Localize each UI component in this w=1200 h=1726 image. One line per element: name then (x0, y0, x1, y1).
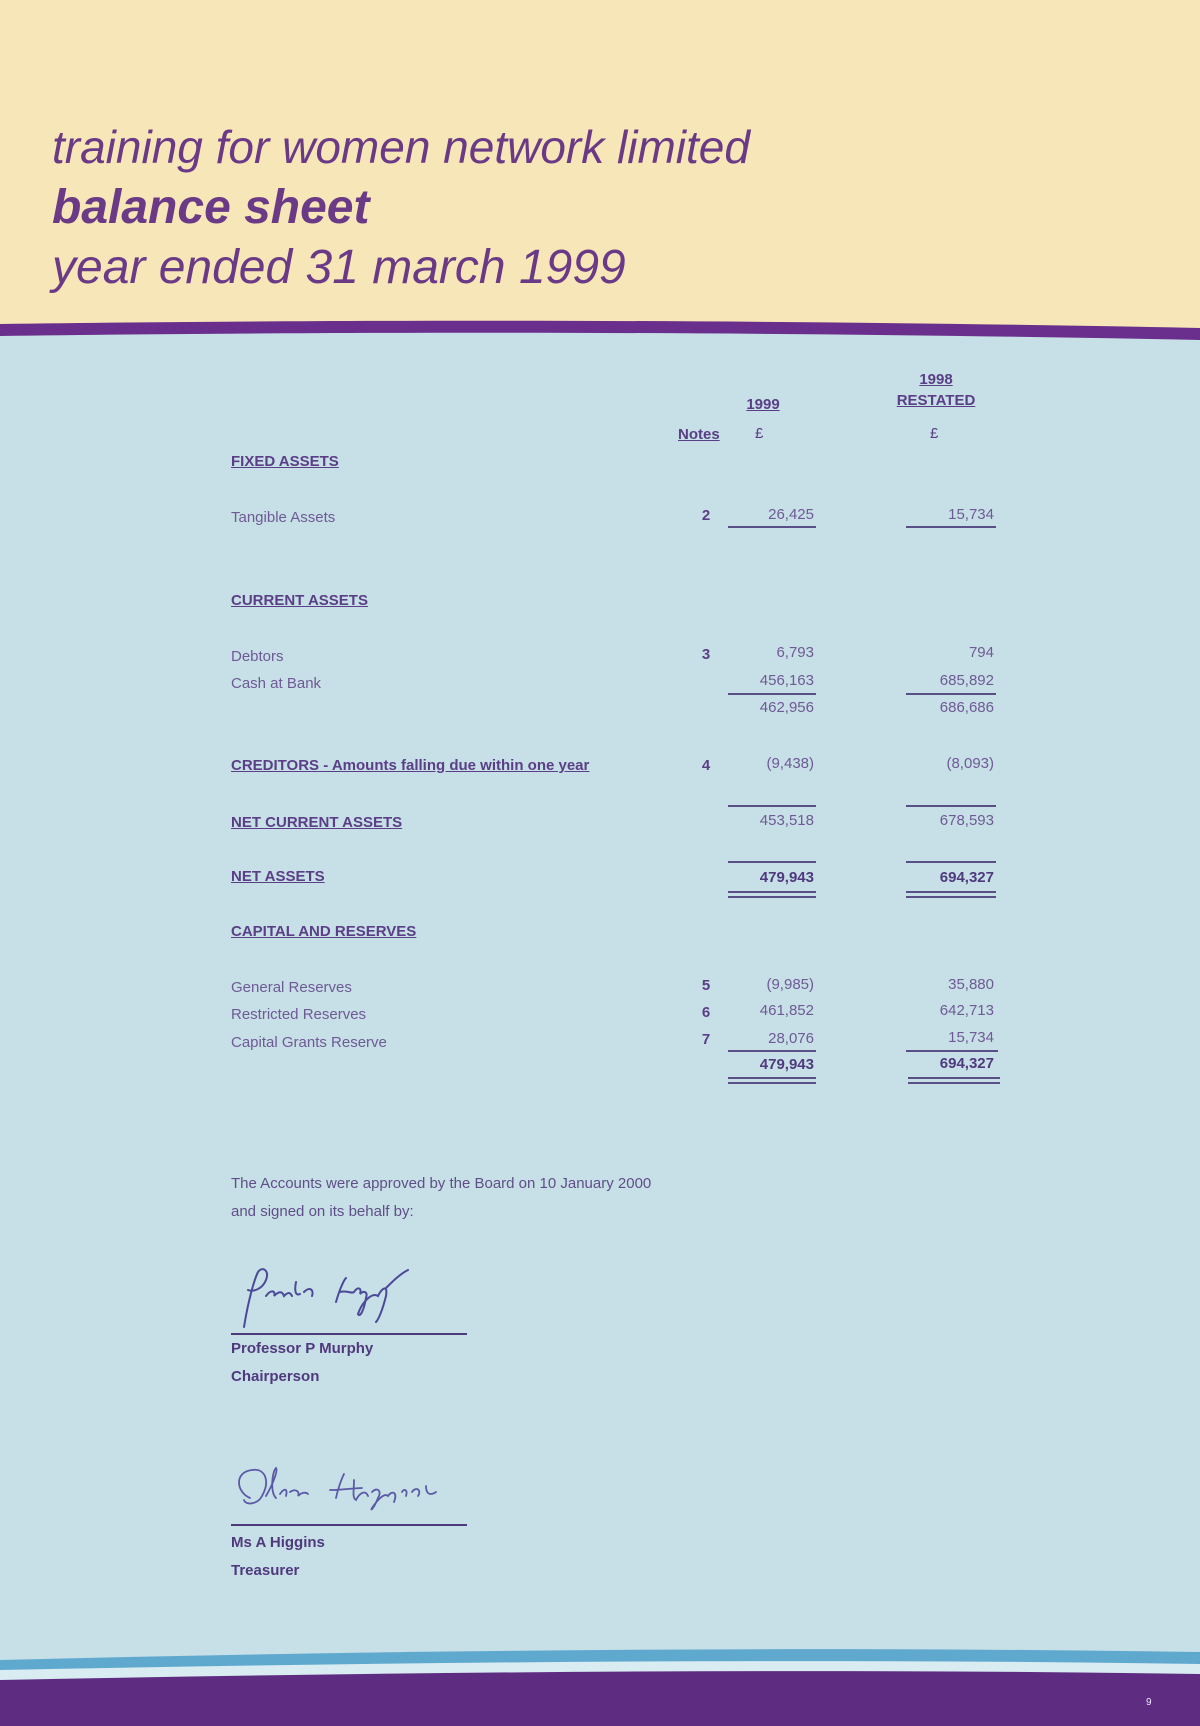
creditors-note: 4 (701, 757, 711, 774)
creditors-1999: (9,438) (766, 755, 814, 772)
tangible-assets-1999: 26,425 (768, 506, 814, 523)
double-rule (906, 891, 996, 898)
column-1999-unit: £ (755, 425, 764, 442)
double-rule (908, 1077, 1000, 1084)
net-current-assets-1998: 678,593 (939, 812, 994, 829)
treasurer-role: Treasurer (231, 1562, 300, 1579)
approval-statement (231, 1170, 651, 1226)
net-assets-1998: 694,327 (939, 869, 994, 886)
capital-total-1999: 479,943 (759, 1056, 814, 1073)
rule (906, 693, 996, 695)
rule (728, 861, 816, 863)
rule (906, 526, 996, 528)
balance-sheet-panel (0, 332, 1200, 1662)
capital-grants-1999: 28,076 (768, 1030, 814, 1047)
cash-at-bank-1998: 685,892 (939, 672, 994, 689)
rule (728, 805, 816, 807)
column-1998-unit: £ (930, 425, 939, 442)
cash-at-bank-1999: 456,163 (759, 672, 814, 689)
signature-line (231, 1524, 467, 1526)
chairperson-role: Chairperson (231, 1368, 320, 1385)
debtors-1998: 794 (968, 644, 994, 661)
signature-line (231, 1333, 467, 1335)
title-banner (0, 0, 1200, 332)
approval-line-1: The Accounts were approved by the Board on 10 January 2000 (231, 1175, 652, 1192)
rule (728, 526, 816, 528)
general-reserves-1998: 35,880 (948, 976, 994, 993)
general-reserves-label: General Reserves (231, 979, 352, 996)
capital-grants-label: Capital Grants Reserve (231, 1034, 387, 1051)
rule (728, 1050, 816, 1052)
notes-column-header: Notes (678, 426, 720, 443)
header-divider-wave (0, 318, 1200, 344)
capital-reserves-heading: CAPITAL AND RESERVES (231, 923, 417, 940)
net-current-assets-label: NET CURRENT ASSETS (231, 814, 403, 831)
capital-total-1998: 694,327 (939, 1055, 994, 1072)
net-assets-label: NET ASSETS (231, 868, 325, 885)
page-number: 9 (1146, 1697, 1152, 1708)
double-rule (728, 891, 816, 898)
treasurer-name: Ms A Higgins (231, 1534, 325, 1551)
general-reserves-1999: (9,985) (766, 976, 814, 993)
tangible-assets-1998: 15,734 (948, 506, 994, 523)
treasurer-signature (226, 1462, 486, 1522)
organisation-name: training for women network limited (52, 121, 750, 173)
tangible-assets-note: 2 (701, 507, 711, 524)
chairperson-signature (236, 1262, 456, 1334)
rule (906, 805, 996, 807)
current-assets-heading: CURRENT ASSETS (231, 592, 368, 609)
fixed-assets-heading: FIXED ASSETS (231, 453, 339, 470)
rule (728, 693, 816, 695)
net-current-assets-1999: 453,518 (759, 812, 814, 829)
capital-grants-note: 7 (701, 1031, 711, 1048)
cash-at-bank-label: Cash at Bank (231, 675, 322, 692)
rule (906, 861, 996, 863)
restricted-reserves-label: Restricted Reserves (231, 1006, 367, 1023)
period-label: year ended 31 march 1999 (52, 241, 626, 294)
creditors-label: CREDITORS - Amounts falling due within one year (231, 757, 590, 774)
restricted-reserves-note: 6 (701, 1004, 711, 1021)
capital-grants-1998: 15,734 (948, 1029, 994, 1046)
tangible-assets-label: Tangible Assets (231, 509, 336, 526)
current-assets-total-1998: 686,686 (939, 699, 994, 716)
document-title: balance sheet (52, 181, 370, 234)
rule (906, 1050, 998, 1052)
approval-line-2: and signed on its behalf by: (231, 1203, 414, 1220)
column-1998-restated: RESTATED (896, 392, 976, 409)
debtors-note: 3 (701, 646, 711, 663)
footer-band (0, 1640, 1200, 1726)
debtors-1999: 6,793 (776, 644, 814, 661)
general-reserves-note: 5 (701, 977, 711, 994)
debtors-label: Debtors (231, 648, 284, 665)
chairperson-name: Professor P Murphy (231, 1340, 374, 1357)
restricted-reserves-1999: 461,852 (759, 1002, 814, 1019)
column-1999-header: 1999 (746, 396, 780, 413)
net-assets-1999: 479,943 (759, 869, 814, 886)
current-assets-total-1999: 462,956 (759, 699, 814, 716)
column-1998-year: 1998 (919, 371, 953, 388)
double-rule (728, 1077, 816, 1084)
creditors-1998: (8,093) (946, 755, 994, 772)
restricted-reserves-1998: 642,713 (939, 1002, 994, 1019)
